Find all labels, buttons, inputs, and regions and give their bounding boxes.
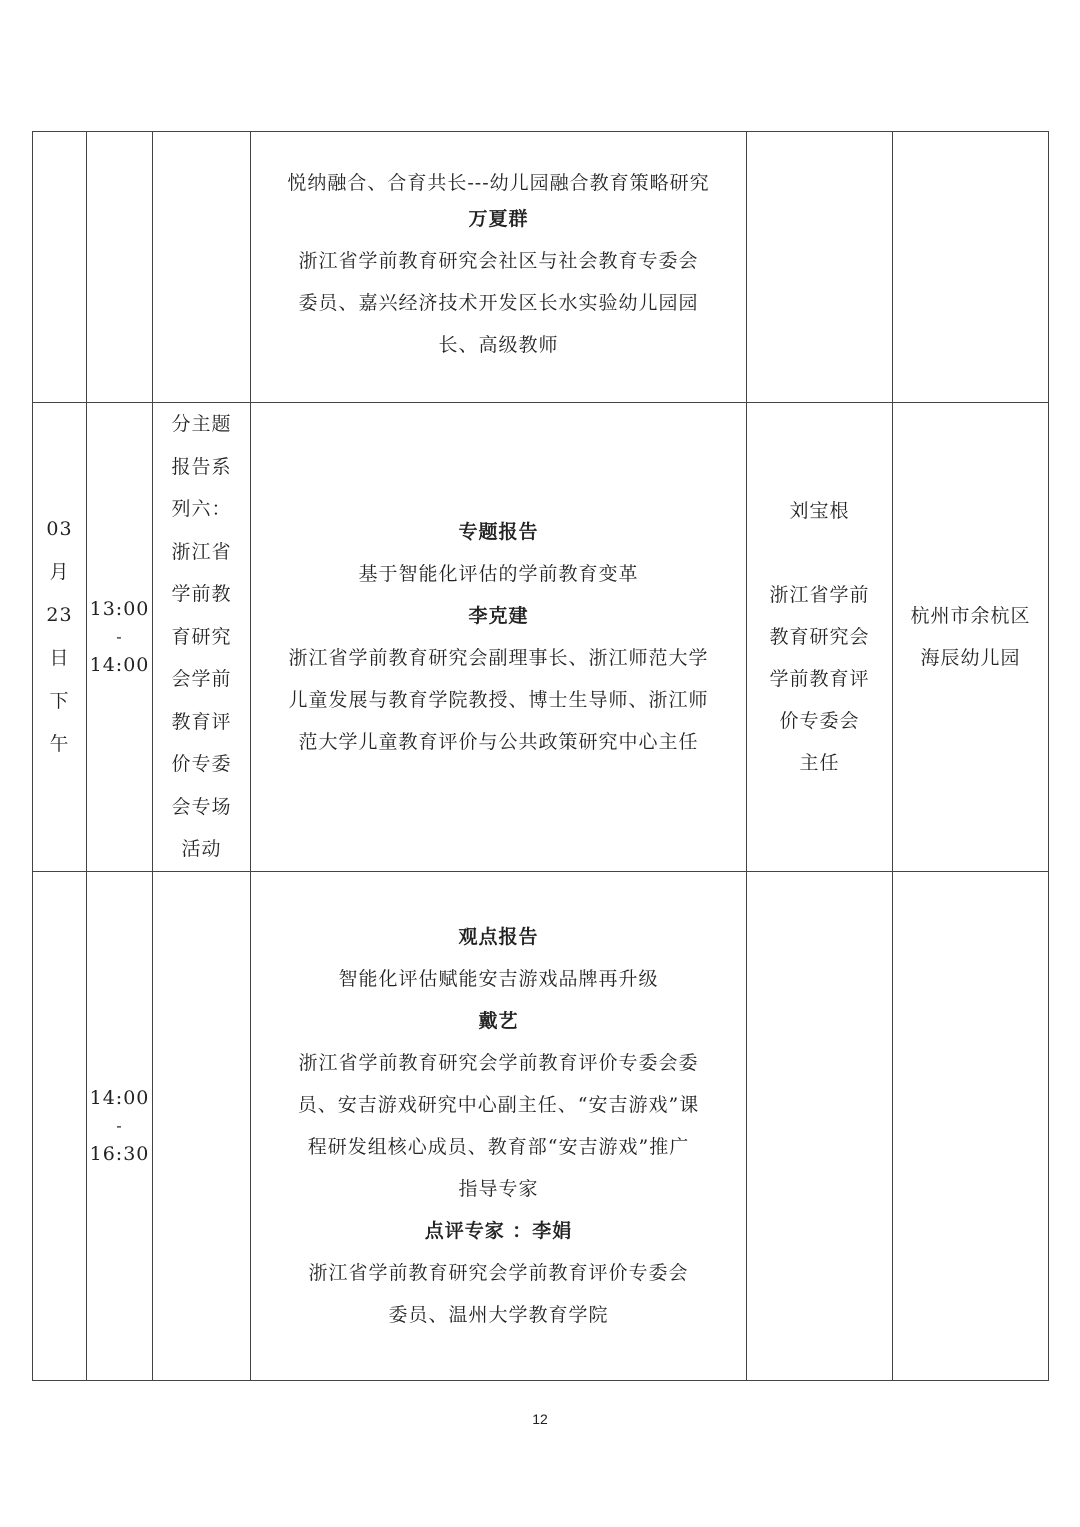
venue-cell — [893, 403, 1049, 872]
reviewer-name: 点评专家 ：李娟 — [424, 1219, 573, 1242]
speaker-bio-line: 员、安吉游戏研究中心副主任、“安吉游戏”课 — [297, 1093, 700, 1116]
host-cell — [747, 403, 893, 872]
date-cell — [33, 132, 87, 403]
theme-line: 分主题 — [171, 413, 232, 435]
speaker-bio-line: 长、高级教师 — [438, 334, 559, 356]
speaker-name: 戴艺 — [478, 1009, 519, 1032]
time-cell — [87, 132, 153, 403]
speaker-name: 李克建 — [468, 604, 529, 627]
theme-line: 列六： — [171, 498, 232, 520]
host-title-line: 浙江省学前 — [769, 583, 870, 606]
theme-line: 育研究 — [171, 625, 232, 648]
speaker-bio-line: 委员、嘉兴经济技术开发区长水实验幼儿园园 — [298, 292, 699, 314]
topic-title: 基于智能化评估的学前教育变革 — [358, 562, 639, 585]
date-char: 03 — [46, 517, 73, 540]
speaker-bio-line: 范大学儿童教育评价与公共政策研究中心主任 — [298, 730, 699, 753]
date-char: 午 — [49, 732, 70, 755]
time-end: 16:30 — [89, 1142, 150, 1165]
host-cell — [747, 871, 893, 1380]
spacer — [747, 532, 892, 574]
speaker-bio-line: 儿童发展与教育学院教授、博士生导师、浙江师 — [288, 688, 709, 711]
theme-line: 活动 — [181, 838, 222, 860]
venue-cell — [893, 871, 1049, 1380]
page-number: 12 — [532, 1411, 548, 1427]
time-dash: - — [116, 626, 123, 646]
reviewer-bio-line: 浙江省学前教育研究会学前教育评价专委会 — [308, 1261, 689, 1284]
host-title-line: 价专委会 — [779, 709, 860, 732]
table-row — [33, 871, 1049, 1380]
date-char: 23 — [46, 603, 73, 626]
theme-cell — [153, 132, 251, 403]
content-cell — [251, 871, 747, 1380]
venue-line: 杭州市余杭区 — [910, 604, 1031, 627]
time-cell — [87, 871, 153, 1380]
time-end: 14:00 — [89, 653, 150, 676]
theme-line: 教育评 — [171, 710, 232, 733]
speaker-bio-line: 指导专家 — [458, 1177, 539, 1200]
time-cell — [87, 403, 153, 872]
theme-line: 会专场 — [171, 795, 232, 818]
date-cell — [33, 403, 87, 872]
venue-cell — [893, 132, 1049, 403]
host-title-line: 学前教育评 — [769, 667, 870, 690]
date-char: 下 — [49, 689, 70, 712]
content-cell — [251, 403, 747, 872]
theme-line: 浙江省 — [171, 540, 232, 563]
time-start: 14:00 — [89, 1086, 150, 1109]
topic-title: 智能化评估赋能安吉游戏品牌再升级 — [338, 967, 659, 990]
date-char: 日 — [49, 646, 70, 669]
theme-line: 会学前 — [171, 668, 232, 690]
report-type: 专题报告 — [458, 520, 539, 543]
theme-line: 价专委 — [171, 753, 232, 775]
topic-title: 悦纳融合、合育共长---幼儿园融合教育策略研究 — [287, 172, 710, 194]
speaker-name: 万夏群 — [468, 208, 529, 230]
date-cell — [33, 871, 87, 1380]
venue-line: 海辰幼儿园 — [920, 646, 1021, 669]
theme-cell — [153, 871, 251, 1380]
speaker-bio-line: 浙江省学前教育研究会学前教育评价专委会委 — [298, 1051, 699, 1074]
content-cell — [251, 132, 747, 403]
speaker-bio-line: 程研发组核心成员、教育部“安吉游戏”推广 — [307, 1135, 690, 1158]
theme-cell — [153, 403, 251, 872]
theme-line: 学前教 — [171, 583, 232, 605]
table-row — [33, 132, 1049, 403]
date-char: 月 — [49, 560, 70, 583]
speaker-bio-line: 浙江省学前教育研究会副理事长、浙江师范大学 — [288, 646, 709, 669]
report-type: 观点报告 — [458, 925, 539, 948]
time-dash: - — [116, 1115, 123, 1135]
host-title-line: 教育研究会 — [769, 625, 870, 648]
time-start: 13:00 — [89, 597, 150, 620]
table-row — [33, 403, 1049, 872]
schedule-table — [32, 131, 1049, 1381]
theme-line: 报告系 — [171, 455, 232, 478]
host-title-line: 主任 — [799, 751, 840, 774]
host-cell — [747, 132, 893, 403]
reviewer-bio-line: 委员、温州大学教育学院 — [388, 1303, 609, 1326]
host-name: 刘宝根 — [789, 499, 850, 522]
speaker-bio-line: 浙江省学前教育研究会社区与社会教育专委会 — [298, 250, 699, 272]
